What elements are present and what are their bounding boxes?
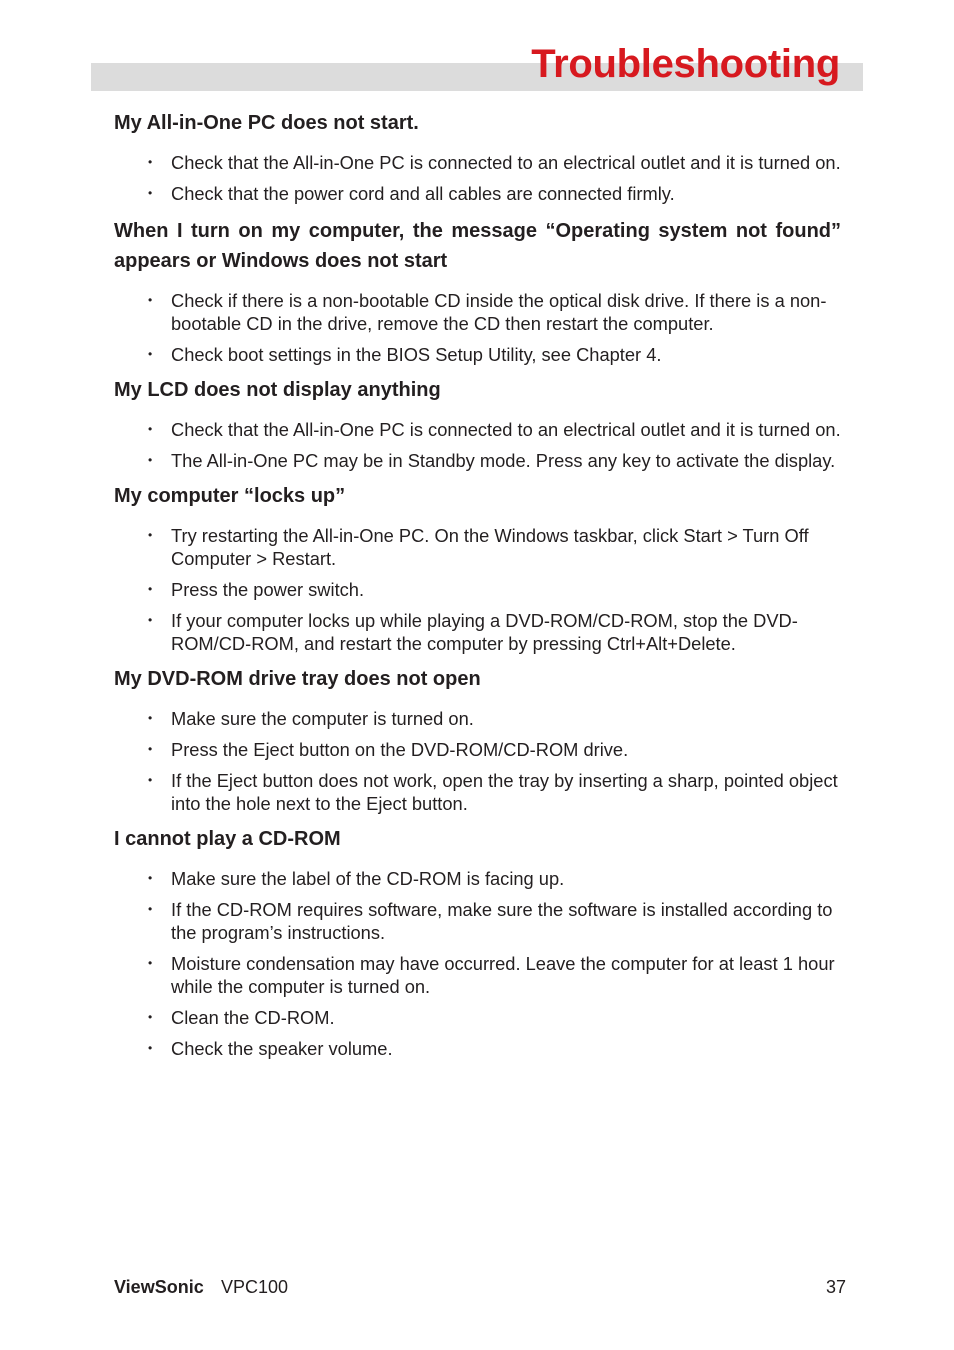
list-item <box>114 867 841 890</box>
list-item <box>114 952 841 998</box>
bullet-list <box>114 289 841 366</box>
section-heading: I cannot play a CD-ROM <box>114 828 341 850</box>
bullet-icon: • <box>148 453 153 467</box>
bullet-icon: • <box>148 1041 153 1055</box>
list-item <box>114 524 841 570</box>
bullet-list <box>114 151 841 205</box>
bullet-icon: • <box>148 582 153 596</box>
list-item <box>114 578 841 601</box>
footer-page-number: 37 <box>825 1277 846 1297</box>
section-does-not-start <box>114 108 841 205</box>
bullet-icon: • <box>148 293 153 307</box>
bullet-list <box>114 418 841 472</box>
bullet-list <box>114 707 841 815</box>
list-item-text: Moisture condensation may have occurred. Leave the computer for at least 1 hour while the computer is turned on. <box>171 953 835 997</box>
bullet-icon: • <box>148 711 153 725</box>
list-item <box>114 609 841 655</box>
list-item <box>114 769 841 815</box>
list-item <box>114 182 841 205</box>
section-heading: My LCD does not display anything <box>114 379 441 401</box>
list-item-text: Check the speaker volume. <box>171 1038 393 1059</box>
list-item <box>114 151 841 174</box>
bullet-icon: • <box>148 186 153 200</box>
list-item <box>114 343 841 366</box>
bullet-list <box>114 524 841 655</box>
bullet-icon: • <box>148 773 153 787</box>
bullet-icon: • <box>148 742 153 756</box>
list-item-text: Press the power switch. <box>171 579 365 600</box>
section-heading: My DVD-ROM drive tray does not open <box>114 668 481 690</box>
list-item-text: If the CD-ROM requires software, make sure the software is installed according to the program’s instructions. <box>171 899 833 943</box>
list-item-text: Try restarting the All-in-One PC. On the Windows taskbar, click Start > Turn Off Computer > Restart. <box>171 525 809 569</box>
bullet-icon: • <box>148 613 153 627</box>
list-item <box>114 898 841 944</box>
list-item-text: Check boot settings in the BIOS Setup Utility, see Chapter 4. <box>171 344 662 365</box>
list-item <box>114 738 841 761</box>
footer-model: VPC100 <box>221 1277 289 1297</box>
section-locks-up <box>114 481 841 655</box>
bullet-icon: • <box>148 956 153 970</box>
section-heading: When I turn on my computer, the message “Operating system not found” appears or Windows does not start <box>114 220 841 272</box>
bullet-icon: • <box>148 902 153 916</box>
section-os-not-found <box>114 216 841 366</box>
bullet-icon: • <box>148 155 153 169</box>
list-item-text: The All-in-One PC may be in Standby mode. Press any key to activate the display. <box>171 450 836 471</box>
section-cd-rom <box>114 824 841 1060</box>
bullet-icon: • <box>148 1010 153 1024</box>
bullet-list <box>114 867 841 1060</box>
bullet-icon: • <box>148 871 153 885</box>
list-item-text: Check that the All-in-One PC is connected to an electrical outlet and it is turned on. <box>171 152 841 173</box>
list-item-text: Check that the All-in-One PC is connected to an electrical outlet and it is turned on. <box>171 419 841 440</box>
list-item <box>114 289 841 335</box>
bullet-icon: • <box>148 422 153 436</box>
list-item-text: Press the Eject button on the DVD-ROM/CD-ROM drive. <box>171 739 629 760</box>
list-item-text: Check that the power cord and all cables are connected firmly. <box>171 183 675 204</box>
list-item-text: Make sure the computer is turned on. <box>171 708 474 729</box>
list-item <box>114 1037 841 1060</box>
list-item <box>114 449 841 472</box>
list-item <box>114 1006 841 1029</box>
list-item-text: If the Eject button does not work, open the tray by inserting a sharp, pointed object into the hole next to the Eject button. <box>171 770 838 814</box>
list-item <box>114 418 841 441</box>
footer-brand: ViewSonic <box>114 1277 204 1297</box>
bullet-icon: • <box>148 347 153 361</box>
list-item-text: If your computer locks up while playing a DVD-ROM/CD-ROM, stop the DVD-ROM/CD-ROM, and restart the computer by pressing Ctrl+Alt+Delete. <box>171 610 798 654</box>
section-lcd <box>114 375 841 472</box>
section-dvd-tray <box>114 664 841 815</box>
section-heading: My computer “locks up” <box>114 485 346 507</box>
list-item <box>114 707 841 730</box>
list-item-text: Make sure the label of the CD-ROM is facing up. <box>171 868 565 889</box>
page-title: Troubleshooting <box>531 42 840 86</box>
list-item-text: Check if there is a non-bootable CD inside the optical disk drive. If there is a non-bootable CD in the drive, remove the CD then restart the computer. <box>171 290 827 334</box>
bullet-icon: • <box>148 528 153 542</box>
content <box>114 108 841 1069</box>
section-heading: My All-in-One PC does not start. <box>114 112 419 134</box>
list-item-text: Clean the CD-ROM. <box>171 1007 335 1028</box>
